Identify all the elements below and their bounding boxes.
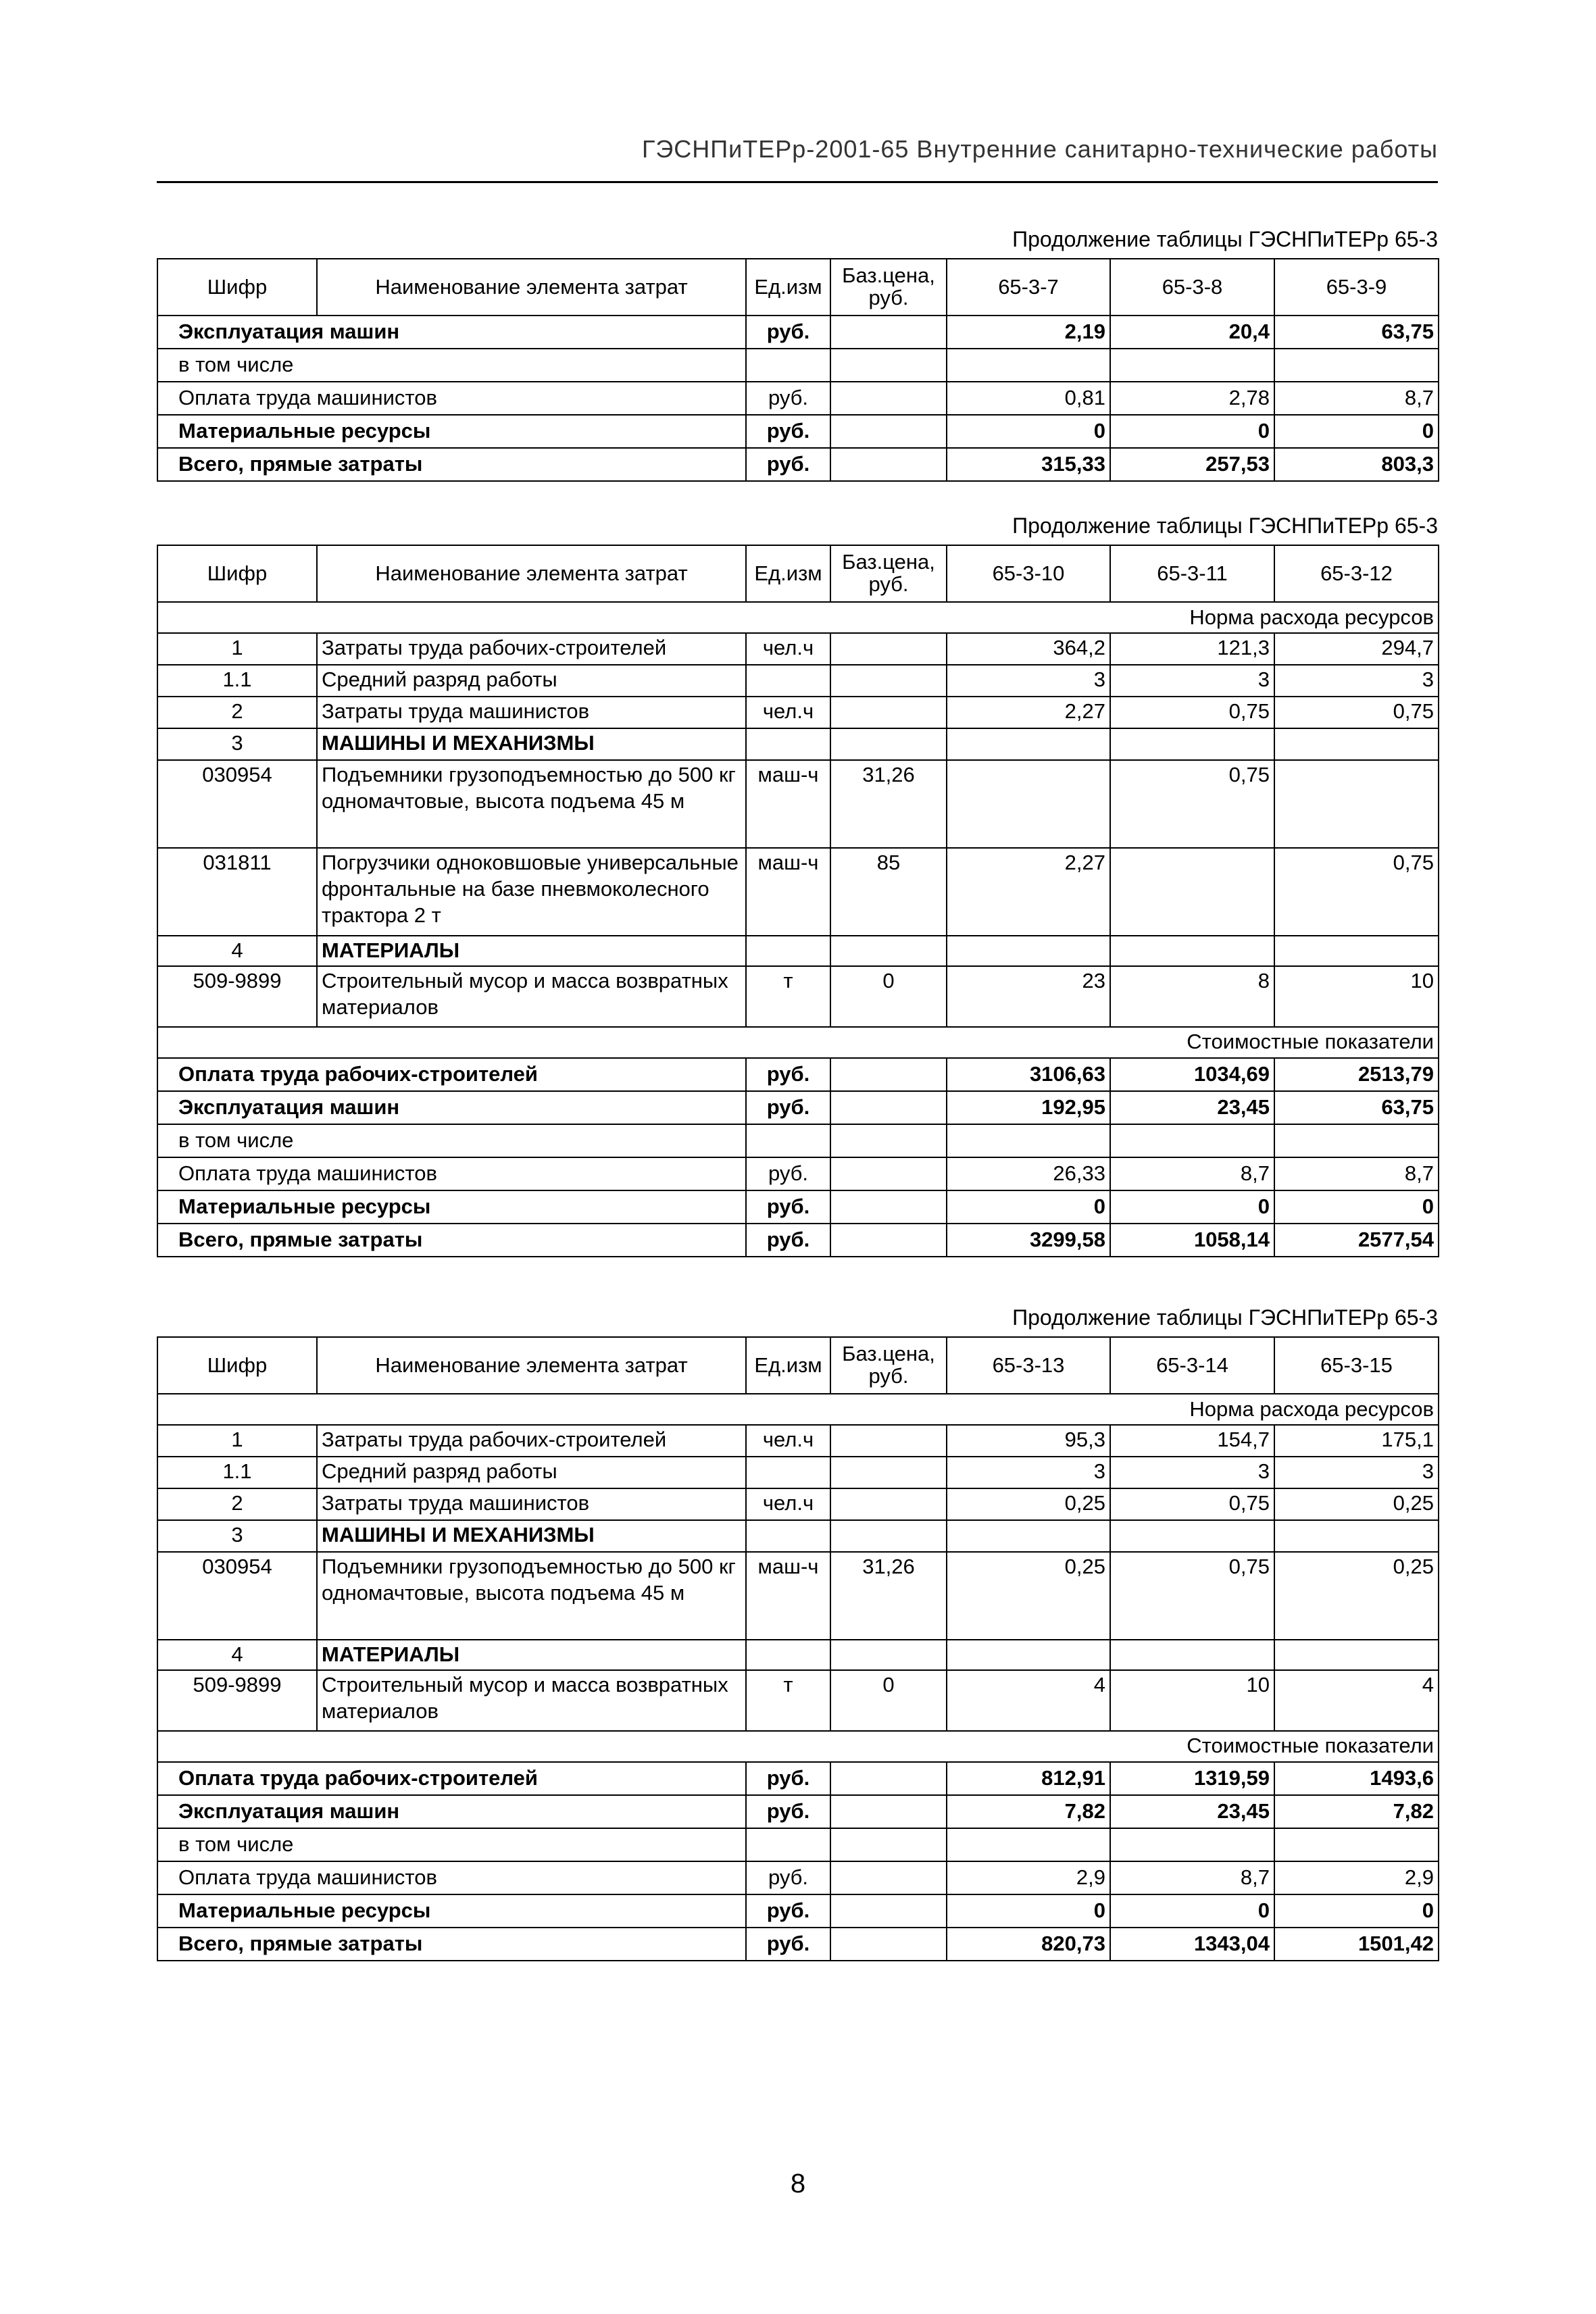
resource-value: 0,25 — [947, 1552, 1110, 1640]
cost-unit: руб. — [746, 382, 830, 415]
cost-value: 192,95 — [947, 1091, 1110, 1124]
resource-name: Погрузчики одноковшовые универсальные фронтальные на базе пневмоколесного трактора 2 т — [317, 848, 746, 936]
cost-value: 8,7 — [1274, 1157, 1439, 1190]
resource-unit: чел.ч — [746, 1488, 830, 1520]
unit-header: Ед.изм — [746, 545, 830, 602]
cost-value: 2577,54 — [1274, 1224, 1439, 1257]
cost-price — [830, 382, 947, 415]
resource-value: 4 — [947, 1670, 1110, 1731]
cost-unit: руб. — [746, 1224, 830, 1257]
cost-value: 0 — [947, 415, 1110, 448]
resource-name: Строительный мусор и масса возвратных материалов — [317, 966, 746, 1027]
resource-row — [157, 728, 1439, 760]
cost-price — [830, 1928, 947, 1961]
resource-value — [1110, 1640, 1274, 1670]
cost-unit: руб. — [746, 1190, 830, 1224]
resource-unit: маш-ч — [746, 1552, 830, 1640]
cost-value: 8,7 — [1274, 382, 1439, 415]
cost-row — [157, 448, 1439, 481]
cost-value: 63,75 — [1274, 316, 1439, 349]
cost-row — [157, 1190, 1439, 1224]
resource-code: 509-9899 — [157, 1670, 317, 1731]
cost-value: 23,45 — [1110, 1091, 1274, 1124]
cost-value: 1493,6 — [1274, 1762, 1439, 1795]
resource-name: Средний разряд работы — [317, 665, 746, 697]
resource-code: 030954 — [157, 1552, 317, 1640]
resource-unit — [746, 1520, 830, 1552]
resource-value — [1110, 848, 1274, 936]
cost-row — [157, 1058, 1439, 1091]
cost-name: Оплата труда машинистов — [157, 1157, 746, 1190]
cost-value — [1274, 1828, 1439, 1861]
cost-price — [830, 1894, 947, 1928]
shifr-header: Шифр — [157, 545, 317, 602]
resource-price — [830, 1520, 947, 1552]
code-header: 65-3-13 — [947, 1337, 1110, 1394]
code-header: 65-3-15 — [1274, 1337, 1439, 1394]
resource-value — [1274, 760, 1439, 848]
cost-section-label: Стоимостные показатели — [157, 1027, 1439, 1058]
cost-value: 2,9 — [1274, 1861, 1439, 1894]
resource-unit — [746, 728, 830, 760]
table2-caption: Продолжение таблицы ГЭСНПиТЕРр 65-3 — [1012, 513, 1438, 538]
cost-name: Эксплуатация машин — [157, 1795, 746, 1828]
shifr-header: Шифр — [157, 259, 317, 316]
cost-value: 7,82 — [947, 1795, 1110, 1828]
name-header: Наименование элемента затрат — [317, 1337, 746, 1394]
cost-name: Оплата труда машинистов — [157, 1861, 746, 1894]
resource-name: МАТЕРИАЛЫ — [317, 1640, 746, 1670]
cost-unit: руб. — [746, 1795, 830, 1828]
resource-value — [947, 1520, 1110, 1552]
cost-value: 2513,79 — [1274, 1058, 1439, 1091]
resource-value — [947, 760, 1110, 848]
resource-row — [157, 1670, 1439, 1731]
cost-unit: руб. — [746, 1928, 830, 1961]
cost-row — [157, 1795, 1439, 1828]
cost-value: 0 — [1110, 1894, 1274, 1928]
cost-name: в том числе — [157, 1828, 746, 1861]
resource-value: 0,75 — [1110, 760, 1274, 848]
cost-value: 0 — [1110, 1190, 1274, 1224]
code-header: 65-3-9 — [1274, 259, 1439, 316]
resource-name: Строительный мусор и масса возвратных материалов — [317, 1670, 746, 1731]
cost-name: в том числе — [157, 1124, 746, 1157]
resource-value: 95,3 — [947, 1425, 1110, 1457]
resource-code: 4 — [157, 1640, 317, 1670]
cost-price — [830, 349, 947, 382]
resource-value: 0,25 — [947, 1488, 1110, 1520]
cost-price — [830, 1058, 947, 1091]
header-row — [157, 259, 1439, 316]
code-header: 65-3-7 — [947, 259, 1110, 316]
cost-unit: руб. — [746, 1762, 830, 1795]
resource-name: Затраты труда машинистов — [317, 697, 746, 728]
cost-value: 0 — [947, 1894, 1110, 1928]
table1 — [157, 258, 1439, 482]
cost-price — [830, 1795, 947, 1828]
cost-name: Материальные ресурсы — [157, 415, 746, 448]
cost-row — [157, 382, 1439, 415]
cost-value: 0,81 — [947, 382, 1110, 415]
resource-price — [830, 665, 947, 697]
cost-value: 0 — [1274, 415, 1439, 448]
resource-price — [830, 633, 947, 665]
resource-code: 1.1 — [157, 665, 317, 697]
cost-value: 315,33 — [947, 448, 1110, 481]
resource-code: 509-9899 — [157, 966, 317, 1027]
cost-row — [157, 1224, 1439, 1257]
cost-row — [157, 1828, 1439, 1861]
resource-price: 0 — [830, 966, 947, 1027]
resource-value: 0,75 — [1110, 697, 1274, 728]
cost-value: 8,7 — [1110, 1861, 1274, 1894]
cost-value: 7,82 — [1274, 1795, 1439, 1828]
resource-value: 0,75 — [1110, 1488, 1274, 1520]
shifr-header: Шифр — [157, 1337, 317, 1394]
resource-value: 3 — [1110, 665, 1274, 697]
resource-row — [157, 1488, 1439, 1520]
cost-section — [157, 1027, 1439, 1058]
resource-name: МАТЕРИАЛЫ — [317, 936, 746, 966]
cost-value: 803,3 — [1274, 448, 1439, 481]
resource-value: 294,7 — [1274, 633, 1439, 665]
cost-value: 0 — [947, 1190, 1110, 1224]
table2 — [157, 545, 1439, 1257]
resource-unit: чел.ч — [746, 697, 830, 728]
cost-name: Всего, прямые затраты — [157, 1928, 746, 1961]
cost-value: 812,91 — [947, 1762, 1110, 1795]
resource-code: 030954 — [157, 760, 317, 848]
resource-row — [157, 697, 1439, 728]
resource-row — [157, 760, 1439, 848]
resource-unit: маш-ч — [746, 760, 830, 848]
base-price-header: Баз.цена, руб. — [830, 1337, 947, 1394]
cost-value: 63,75 — [1274, 1091, 1439, 1124]
resource-value — [947, 1640, 1110, 1670]
cost-value: 3299,58 — [947, 1224, 1110, 1257]
resource-name: Средний разряд работы — [317, 1457, 746, 1488]
document-header: ГЭСНПиТЕРр-2001-65 Внутренние санитарно-технические работы — [641, 135, 1438, 163]
resource-value: 2,27 — [947, 848, 1110, 936]
resource-unit: т — [746, 966, 830, 1027]
resource-value — [1274, 1640, 1439, 1670]
resource-code: 4 — [157, 936, 317, 966]
resource-row — [157, 1425, 1439, 1457]
norm-section-label: Норма расхода ресурсов — [157, 602, 1439, 633]
resource-unit — [746, 1640, 830, 1670]
code-header: 65-3-12 — [1274, 545, 1439, 602]
header-rule — [157, 181, 1438, 183]
cost-value: 0 — [1110, 415, 1274, 448]
cost-value — [1110, 1124, 1274, 1157]
cost-unit — [746, 1828, 830, 1861]
resource-code: 3 — [157, 728, 317, 760]
resource-value: 10 — [1110, 1670, 1274, 1731]
unit-header: Ед.изм — [746, 259, 830, 316]
cost-unit: руб. — [746, 415, 830, 448]
resource-value: 3 — [1274, 1457, 1439, 1488]
cost-name: Эксплуатация машин — [157, 1091, 746, 1124]
table3 — [157, 1336, 1439, 1961]
cost-price — [830, 415, 947, 448]
cost-name: Всего, прямые затраты — [157, 448, 746, 481]
base-price-header: Баз.цена, руб. — [830, 545, 947, 602]
resource-price — [830, 936, 947, 966]
resource-unit: маш-ч — [746, 848, 830, 936]
cost-value: 1319,59 — [1110, 1762, 1274, 1795]
norm-section — [157, 602, 1439, 633]
resource-value: 3 — [1274, 665, 1439, 697]
cost-unit: руб. — [746, 316, 830, 349]
cost-unit — [746, 1124, 830, 1157]
cost-row — [157, 1762, 1439, 1795]
resource-code: 3 — [157, 1520, 317, 1552]
cost-row — [157, 1928, 1439, 1961]
resource-value — [1274, 936, 1439, 966]
cost-value: 20,4 — [1110, 316, 1274, 349]
resource-price — [830, 697, 947, 728]
resource-row — [157, 966, 1439, 1027]
cost-price — [830, 1091, 947, 1124]
resource-code: 031811 — [157, 848, 317, 936]
cost-row — [157, 1124, 1439, 1157]
cost-value — [1110, 1828, 1274, 1861]
resource-value: 3 — [947, 1457, 1110, 1488]
header-row — [157, 545, 1439, 602]
cost-section-label: Стоимостные показатели — [157, 1731, 1439, 1762]
resource-code: 1.1 — [157, 1457, 317, 1488]
cost-price — [830, 1124, 947, 1157]
code-header: 65-3-14 — [1110, 1337, 1274, 1394]
resource-price — [830, 1640, 947, 1670]
resource-name: Затраты труда машинистов — [317, 1488, 746, 1520]
code-header: 65-3-11 — [1110, 545, 1274, 602]
resource-unit: чел.ч — [746, 633, 830, 665]
cost-value: 0 — [1274, 1894, 1439, 1928]
cost-value: 1034,69 — [1110, 1058, 1274, 1091]
cost-row — [157, 1894, 1439, 1928]
cost-value: 1501,42 — [1274, 1928, 1439, 1961]
cost-name: Оплата труда машинистов — [157, 382, 746, 415]
resource-name: Затраты труда рабочих-строителей — [317, 633, 746, 665]
cost-row — [157, 349, 1439, 382]
resource-name: МАШИНЫ И МЕХАНИЗМЫ — [317, 728, 746, 760]
resource-unit: т — [746, 1670, 830, 1731]
resource-code: 1 — [157, 1425, 317, 1457]
cost-value: 2,19 — [947, 316, 1110, 349]
resource-code: 1 — [157, 633, 317, 665]
resource-price — [830, 728, 947, 760]
resource-value — [947, 728, 1110, 760]
cost-value: 820,73 — [947, 1928, 1110, 1961]
table3-caption: Продолжение таблицы ГЭСНПиТЕРр 65-3 — [1012, 1305, 1438, 1330]
resource-unit — [746, 1457, 830, 1488]
norm-section-label: Норма расхода ресурсов — [157, 1394, 1439, 1425]
resource-unit — [746, 936, 830, 966]
resource-name: Подъемники грузоподъемностью до 500 кг одномачтовые, высота подъема 45 м — [317, 1552, 746, 1640]
resource-value: 4 — [1274, 1670, 1439, 1731]
cost-unit: руб. — [746, 448, 830, 481]
name-header: Наименование элемента затрат — [317, 545, 746, 602]
resource-unit: чел.ч — [746, 1425, 830, 1457]
cost-value: 8,7 — [1110, 1157, 1274, 1190]
cost-unit: руб. — [746, 1058, 830, 1091]
resource-value: 23 — [947, 966, 1110, 1027]
cost-row — [157, 415, 1439, 448]
resource-unit — [746, 665, 830, 697]
cost-unit: руб. — [746, 1157, 830, 1190]
cost-name: Всего, прямые затраты — [157, 1224, 746, 1257]
resource-code: 2 — [157, 697, 317, 728]
resource-value: 0,25 — [1274, 1552, 1439, 1640]
cost-value: 1058,14 — [1110, 1224, 1274, 1257]
cost-price — [830, 1762, 947, 1795]
cost-name: Материальные ресурсы — [157, 1190, 746, 1224]
norm-section — [157, 1394, 1439, 1425]
code-header: 65-3-8 — [1110, 259, 1274, 316]
resource-row — [157, 665, 1439, 697]
base-price-header: Баз.цена, руб. — [830, 259, 947, 316]
resource-value: 0,25 — [1274, 1488, 1439, 1520]
cost-value: 2,78 — [1110, 382, 1274, 415]
cost-unit: руб. — [746, 1861, 830, 1894]
cost-value — [1274, 349, 1439, 382]
resource-value — [1110, 936, 1274, 966]
resource-row — [157, 936, 1439, 966]
resource-row — [157, 633, 1439, 665]
cost-unit — [746, 349, 830, 382]
cost-value: 26,33 — [947, 1157, 1110, 1190]
resource-value: 3 — [947, 665, 1110, 697]
resource-name: Затраты труда рабочих-строителей — [317, 1425, 746, 1457]
table1-caption: Продолжение таблицы ГЭСНПиТЕРр 65-3 — [1012, 227, 1438, 251]
resource-price: 85 — [830, 848, 947, 936]
resource-value — [1274, 728, 1439, 760]
cost-name: Оплата труда рабочих-строителей — [157, 1762, 746, 1795]
cost-name: Эксплуатация машин — [157, 316, 746, 349]
resource-value: 0,75 — [1110, 1552, 1274, 1640]
resource-row — [157, 1552, 1439, 1640]
cost-section — [157, 1731, 1439, 1762]
cost-price — [830, 448, 947, 481]
cost-price — [830, 316, 947, 349]
cost-value — [1110, 349, 1274, 382]
cost-value: 0 — [1274, 1190, 1439, 1224]
resource-value: 175,1 — [1274, 1425, 1439, 1457]
cost-row — [157, 1157, 1439, 1190]
cost-price — [830, 1157, 947, 1190]
cost-unit: руб. — [746, 1091, 830, 1124]
resource-value: 10 — [1274, 966, 1439, 1027]
resource-value — [947, 936, 1110, 966]
unit-header: Ед.изм — [746, 1337, 830, 1394]
code-header: 65-3-10 — [947, 545, 1110, 602]
cost-value: 1343,04 — [1110, 1928, 1274, 1961]
resource-code: 2 — [157, 1488, 317, 1520]
resource-name: МАШИНЫ И МЕХАНИЗМЫ — [317, 1520, 746, 1552]
cost-price — [830, 1861, 947, 1894]
resource-value — [1110, 1520, 1274, 1552]
cost-unit: руб. — [746, 1894, 830, 1928]
resource-price: 31,26 — [830, 760, 947, 848]
page-number: 8 — [790, 2169, 806, 2198]
cost-price — [830, 1828, 947, 1861]
resource-value: 8 — [1110, 966, 1274, 1027]
resource-row — [157, 1457, 1439, 1488]
resource-value — [1110, 728, 1274, 760]
resource-price: 31,26 — [830, 1552, 947, 1640]
resource-row — [157, 1640, 1439, 1670]
cost-value — [1274, 1124, 1439, 1157]
cost-name: Оплата труда рабочих-строителей — [157, 1058, 746, 1091]
cost-value — [947, 1124, 1110, 1157]
resource-value — [1274, 1520, 1439, 1552]
cost-value: 2,9 — [947, 1861, 1110, 1894]
resource-price — [830, 1425, 947, 1457]
cost-price — [830, 1190, 947, 1224]
cost-value — [947, 1828, 1110, 1861]
cost-row — [157, 1091, 1439, 1124]
cost-value: 23,45 — [1110, 1795, 1274, 1828]
cost-price — [830, 1224, 947, 1257]
resource-value: 364,2 — [947, 633, 1110, 665]
resource-value: 121,3 — [1110, 633, 1274, 665]
resource-row — [157, 848, 1439, 936]
cost-value — [947, 349, 1110, 382]
resource-value: 154,7 — [1110, 1425, 1274, 1457]
cost-name: Материальные ресурсы — [157, 1894, 746, 1928]
cost-row — [157, 316, 1439, 349]
cost-value: 257,53 — [1110, 448, 1274, 481]
name-header: Наименование элемента затрат — [317, 259, 746, 316]
resource-price: 0 — [830, 1670, 947, 1731]
resource-price — [830, 1488, 947, 1520]
resource-value: 0,75 — [1274, 848, 1439, 936]
cost-value: 3106,63 — [947, 1058, 1110, 1091]
resource-price — [830, 1457, 947, 1488]
resource-value: 2,27 — [947, 697, 1110, 728]
resource-value: 0,75 — [1274, 697, 1439, 728]
resource-value: 3 — [1110, 1457, 1274, 1488]
header-row — [157, 1337, 1439, 1394]
cost-row — [157, 1861, 1439, 1894]
cost-name: в том числе — [157, 349, 746, 382]
resource-name: Подъемники грузоподъемностью до 500 кг одномачтовые, высота подъема 45 м — [317, 760, 746, 848]
resource-row — [157, 1520, 1439, 1552]
